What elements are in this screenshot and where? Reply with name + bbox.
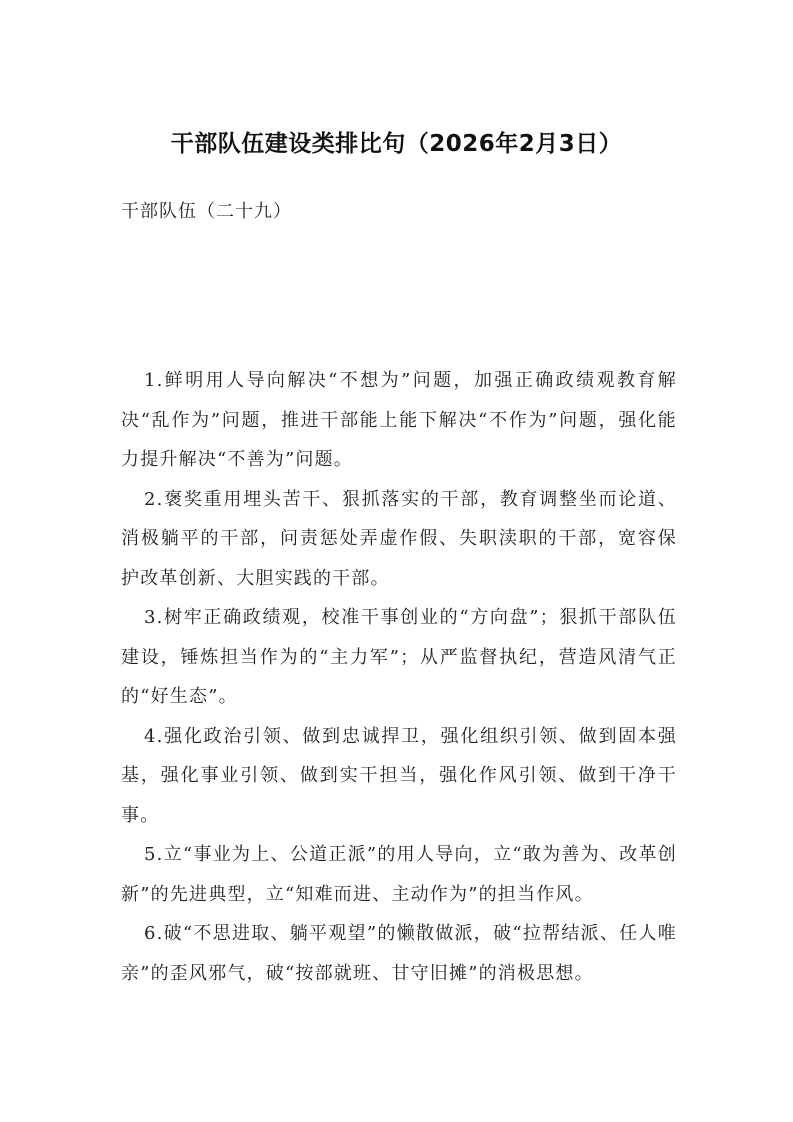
document-body: [121, 361, 677, 993]
document-subtitle: 干部队伍（二十九）: [121, 201, 292, 222]
paragraph-2: 2.褒奖重用埋头苦干、狠抓落实的干部，教育调整坐而论道、消极躺平的干部，问责惩处弄虚作假、失职渎职的干部，宽容保护改革创新、大胆实践的干部。: [121, 488, 677, 589]
paragraph-5: 5.立“事业为上、公道正派”的用人导向，立“敢为善为、改革创新”的先进典型，立“知难而进、主动作为”的担当作风。: [121, 844, 677, 905]
paragraph-3: 3.树牢正确政绩观，校准干事创业的“方向盘”；狠抓干部队伍建设，锤炼担当作为的“主力军”；从严监督执纪，营造风清气正的“好生态”。: [121, 607, 677, 707]
paragraph-4: 4.强化政治引领、做到忠诚捍卫，强化组织引领、做到固本强基，强化事业引领、做到实干担当，强化作风引领、做到干净干事。: [121, 725, 677, 826]
paragraph-6: 6.破“不思进取、躺平观望”的懒散做派，破“拉帮结派、任人唯亲”的歪风邪气，破“按部就班、甘守旧摊”的消极思想。: [121, 923, 677, 984]
document-title: 干部队伍建设类排比句（2026年2月3日）: [170, 131, 623, 157]
paragraph-1: 1.鲜明用人导向解决“不想为”问题，加强正确政绩观教育解决“乱作为”问题，推进干部能上能下解决“不作为”问题，强化能力提升解决“不善为”问题。: [121, 370, 677, 470]
